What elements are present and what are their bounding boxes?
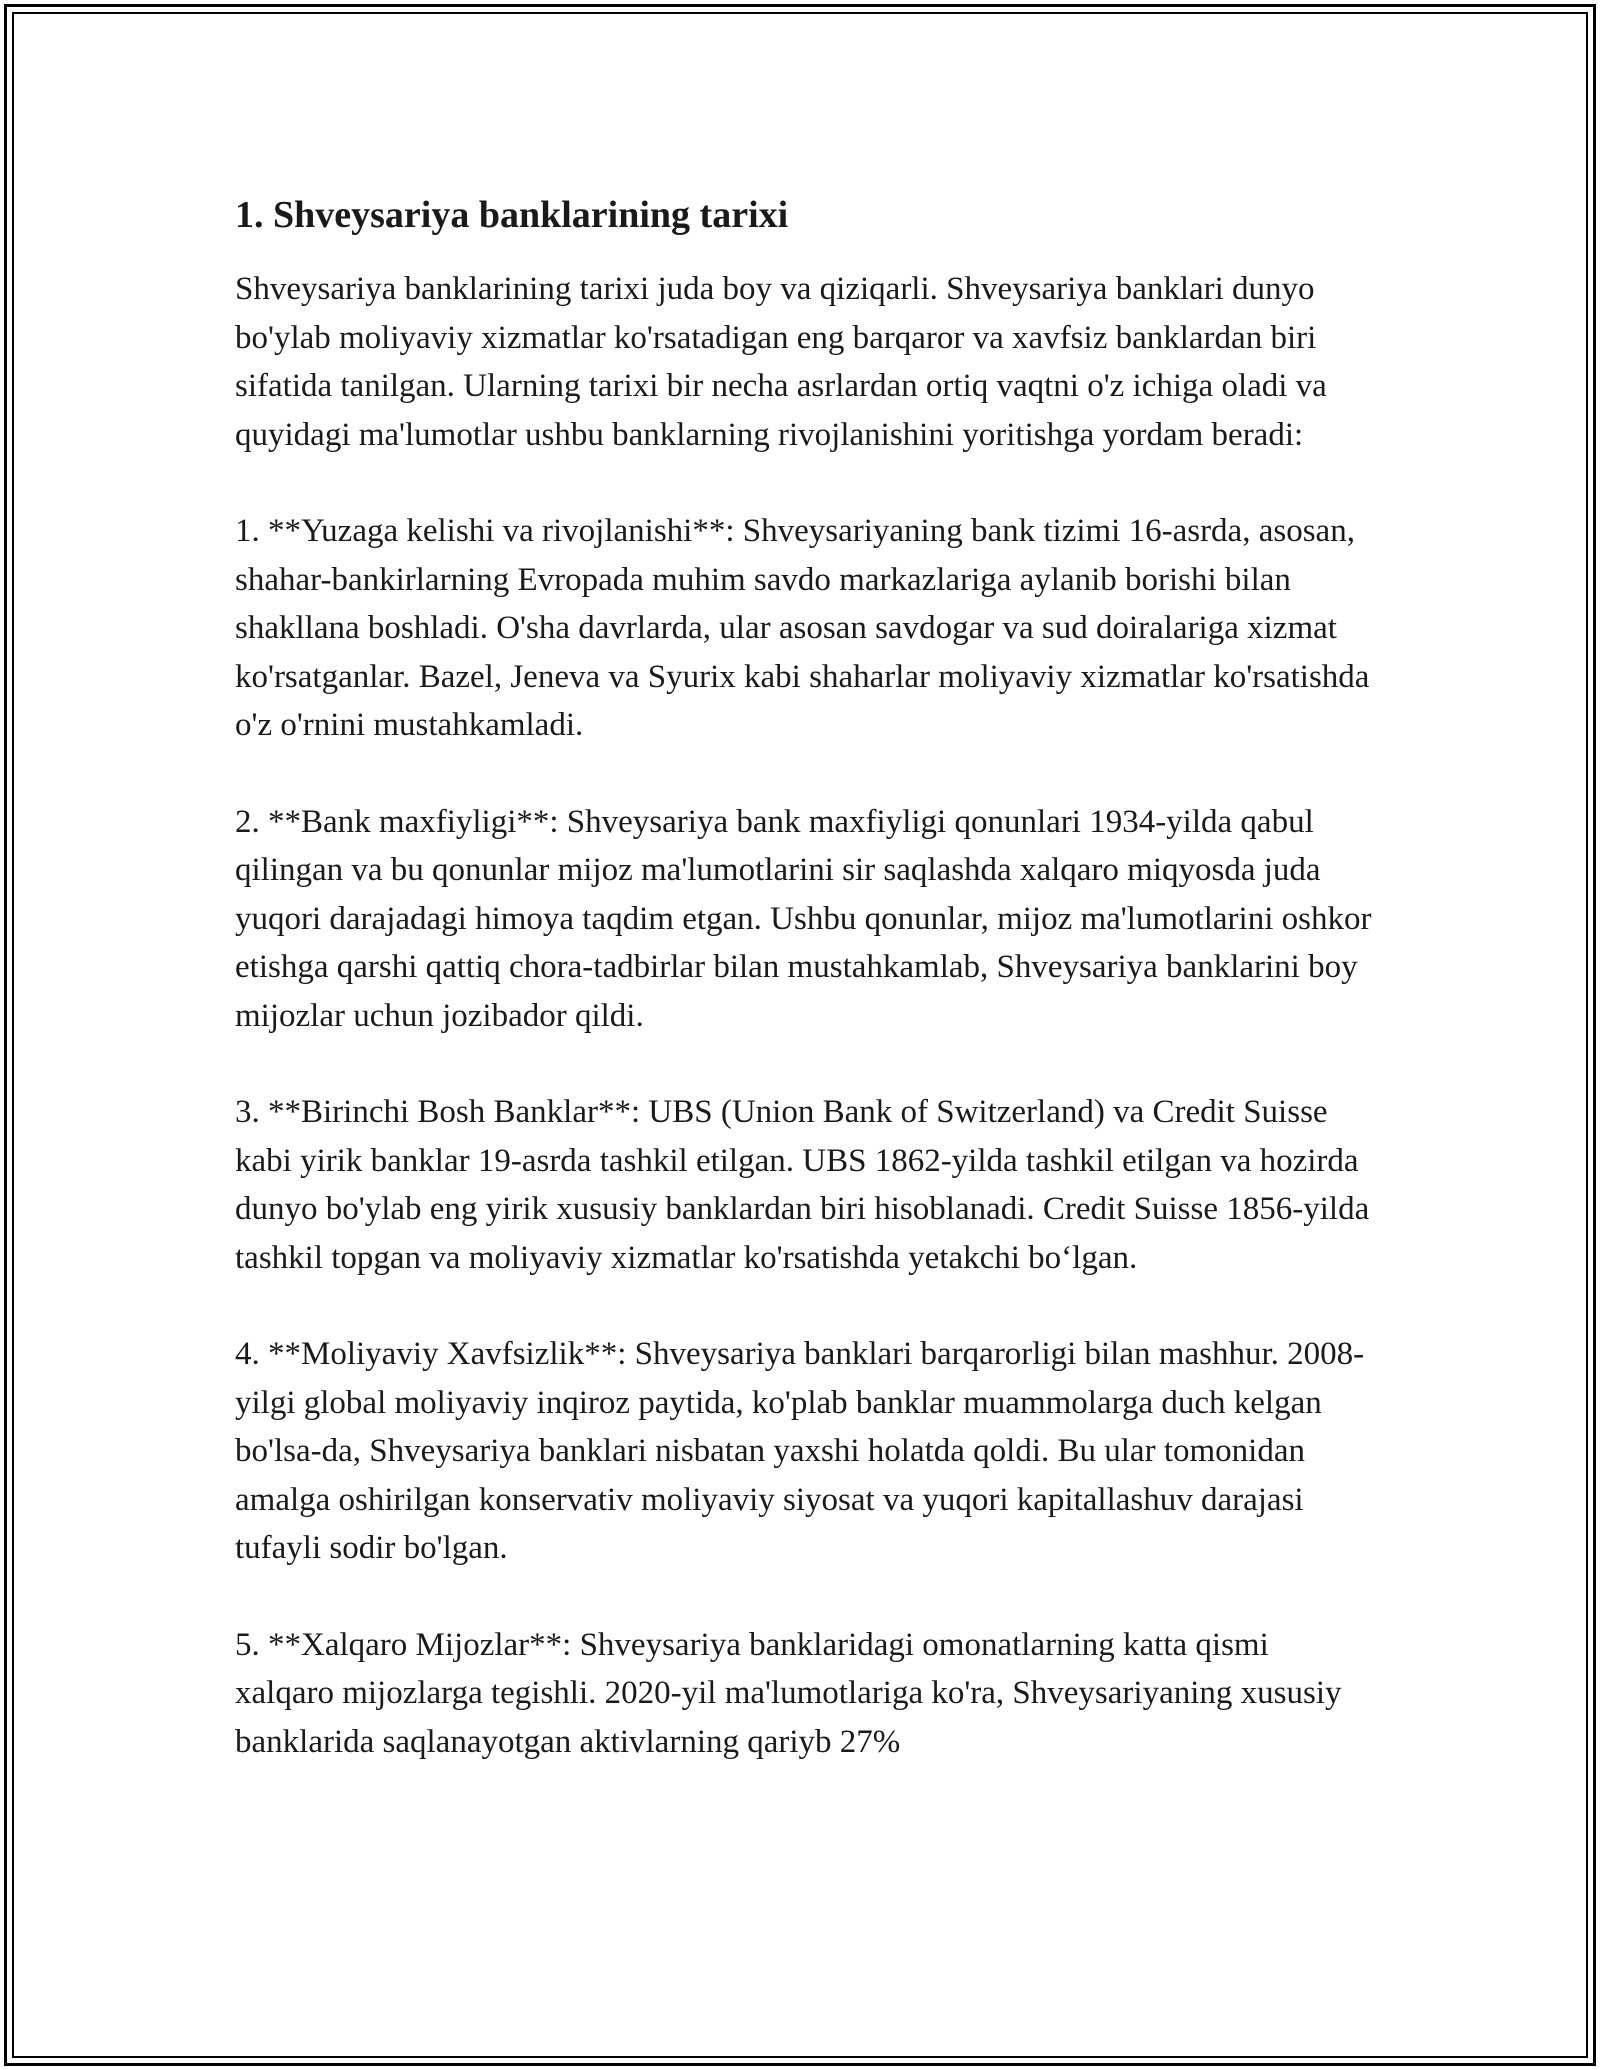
list-item-first-major-banks: 3. **Birinchi Bosh Banklar**: UBS (Union Bank of Switzerland) va Credit Suisse kabi yirik banklar 19-asrda tashkil etilgan. UBS 1862-yilda tashkil etilgan va hozirda dunyo bo'ylab eng yirik xususiy banklardan biri hisoblanadi. Credit Suisse 1856-yilda tashkil topgan va moliyaviy xizmatlar ko'rsatishda yetakchi bo‘lgan. bbox=[235, 1094, 1370, 1276]
list-item-bank-secrecy: 2. **Bank maxfiyligi**: Shveysariya bank maxfiyligi qonunlari 1934-yilda qabul qilingan va bu qonunlar mijoz ma'lumotlarini sir saqlashda xalqaro miqyosda juda yuqori darajadagi himoya taqdim etgan. Ushbu qonunlar, mijoz ma'lumotlarini oshkor etishga qarshi qattiq chora-tadbirlar bilan mustahkamlab, Shveysariya banklarini boy mijozlar uchun jozibador qildi. bbox=[235, 803, 1372, 1034]
list-item-international-clients: 5. **Xalqaro Mijozlar**: Shveysariya banklaridagi omonatlarning katta qismi xalqaro mijozlarga tegishli. 2020-yil ma'lumotlariga ko'ra, Shveysariyaning xususiy banklarida saqlanayotgan aktivlarning qariyb 27% bbox=[235, 1626, 1342, 1760]
document-title: 1. Shveysariya banklarining tarixi bbox=[235, 194, 789, 236]
intro-paragraph: Shveysariya banklarining tarixi juda boy va qiziqarli. Shveysariya banklari dunyo bo'ylab moliyaviy xizmatlar ko'rsatadigan eng barqaror va xavfsiz banklardan biri sifatida tanilgan. Ularning tarixi bir necha asrlardan ortiq vaqtni o'z ichiga oladi va quyidagi ma'lumotlar ushbu banklarning rivojlanishini yoritishga yordam beradi: bbox=[235, 271, 1327, 453]
list-item-origin: 1. **Yuzaga kelishi va rivojlanishi**: Shveysariyaning bank tizimi 16-asrda, asosan, shahar-bankirlarning Evropada muhim savdo markazlariga aylanib borishi bilan shakllana boshladi. O'sha davrlarda, ular asosan savdogar va sud doiralariga xizmat ko'rsatganlar. Bazel, Jeneva va Syurix kabi shaharlar moliyaviy xizmatlar ko'rsatishda o'z o'rnini mustahkamladi. bbox=[235, 513, 1370, 743]
list-item-financial-security: 4. **Moliyaviy Xavfsizlik**: Shveysariya banklari barqarorligi bilan mashhur. 2008-yilgi global moliyaviy inqiroz paytida, ko'plab banklar muammolarga duch kelgan bo'lsa-da, Shveysariya banklari nisbatan yaxshi holatda qoldi. Bu ular tomonidan amalga oshirilgan konservativ moliyaviy siyosat va yuqori kapitallashuv darajasi tufayli sodir bo'lgan. bbox=[235, 1336, 1365, 1566]
document-body bbox=[235, 183, 1375, 1814]
